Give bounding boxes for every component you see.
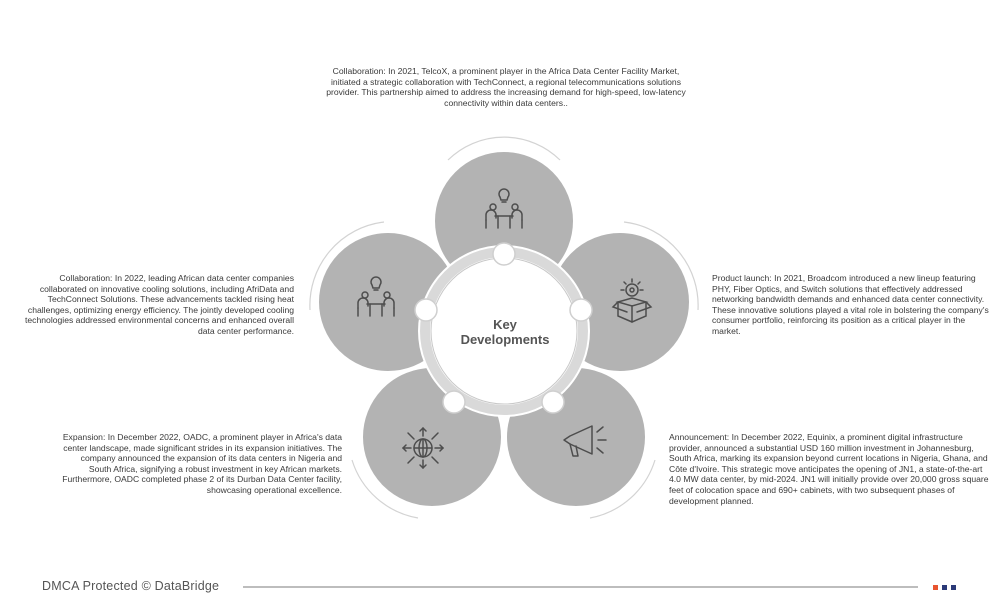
connector-dot-bottom-right (542, 391, 564, 413)
center-title (430, 317, 580, 347)
node-left-description: Collaboration: In 2022, leading African data center companies collaborated on innovative cooling solutions, including AfriData and TechConnect Solutions. These advancements tackled rising heat challenges, optimizing energy efficiency. The jointly developed cooling technologies addressed environmental concerns and enhanced overall data center performance. (25, 273, 294, 336)
footer-divider (243, 586, 918, 588)
footer-dot (933, 585, 938, 590)
footer-dot (942, 585, 947, 590)
globe-expansion-icon (403, 428, 443, 468)
node-top-description: Collaboration: In 2021, TelcoX, a prominent player in the Africa Data Center Facility Market, initiated a strategic collaboration with TechConnect, a regional telecommunications solutions provider. This partnership aimed to address the increasing demand for high-speed, low-latency connectivity within data centers.. (326, 66, 686, 108)
connector-dot-top (493, 243, 515, 265)
footer-dot (951, 585, 956, 590)
footer-copyright: DMCA Protected © DataBridge (42, 579, 220, 593)
node-right-description: Product launch: In 2021, Broadcom introduced a new lineup featuring PHY, Fiber Optics, and Switch solutions that effectively addressed networking bandwidth demands and enhanced data center connectivity. These innovative solutions played a vital role in bolstering the company's consumer portfolio, reinforcing its position as a critical player in the market. (712, 273, 989, 336)
node-bottom-right-description: Announcement: In December 2022, Equinix, a prominent digital infrastructure provider, announced a substantial USD 160 million investment in Johannesburg, South Africa, marking its expansion beyond current locations in Nigeria, Ghana, and Côte d'Ivoire. This strategic move anticipates the opening of JN1, a state-of-the-art 4.0 MW data center, by mid-2024. JN1 will initially provide over 20,000 gross square feet of colocation space and 690+ cabinets, with two subsequent phases of development planned. (669, 432, 989, 506)
center-title-line-1: Key (493, 317, 517, 332)
center-title-line-2: Developments (460, 332, 550, 347)
node-bottom-left-description: Expansion: In December 2022, OADC, a prominent player in Africa's data center landscape, made significant strides in its expansion initiatives. The company announced the expansion of its data centers in Nigeria and South Africa, signifying a robust investment in key African markets. Furthermore, OADC completed phase 2 of its Durban Data Center facility, showcasing operational excellence. (62, 432, 342, 495)
footer-brand-dots (933, 585, 960, 590)
connector-dot-bottom-left (443, 391, 465, 413)
